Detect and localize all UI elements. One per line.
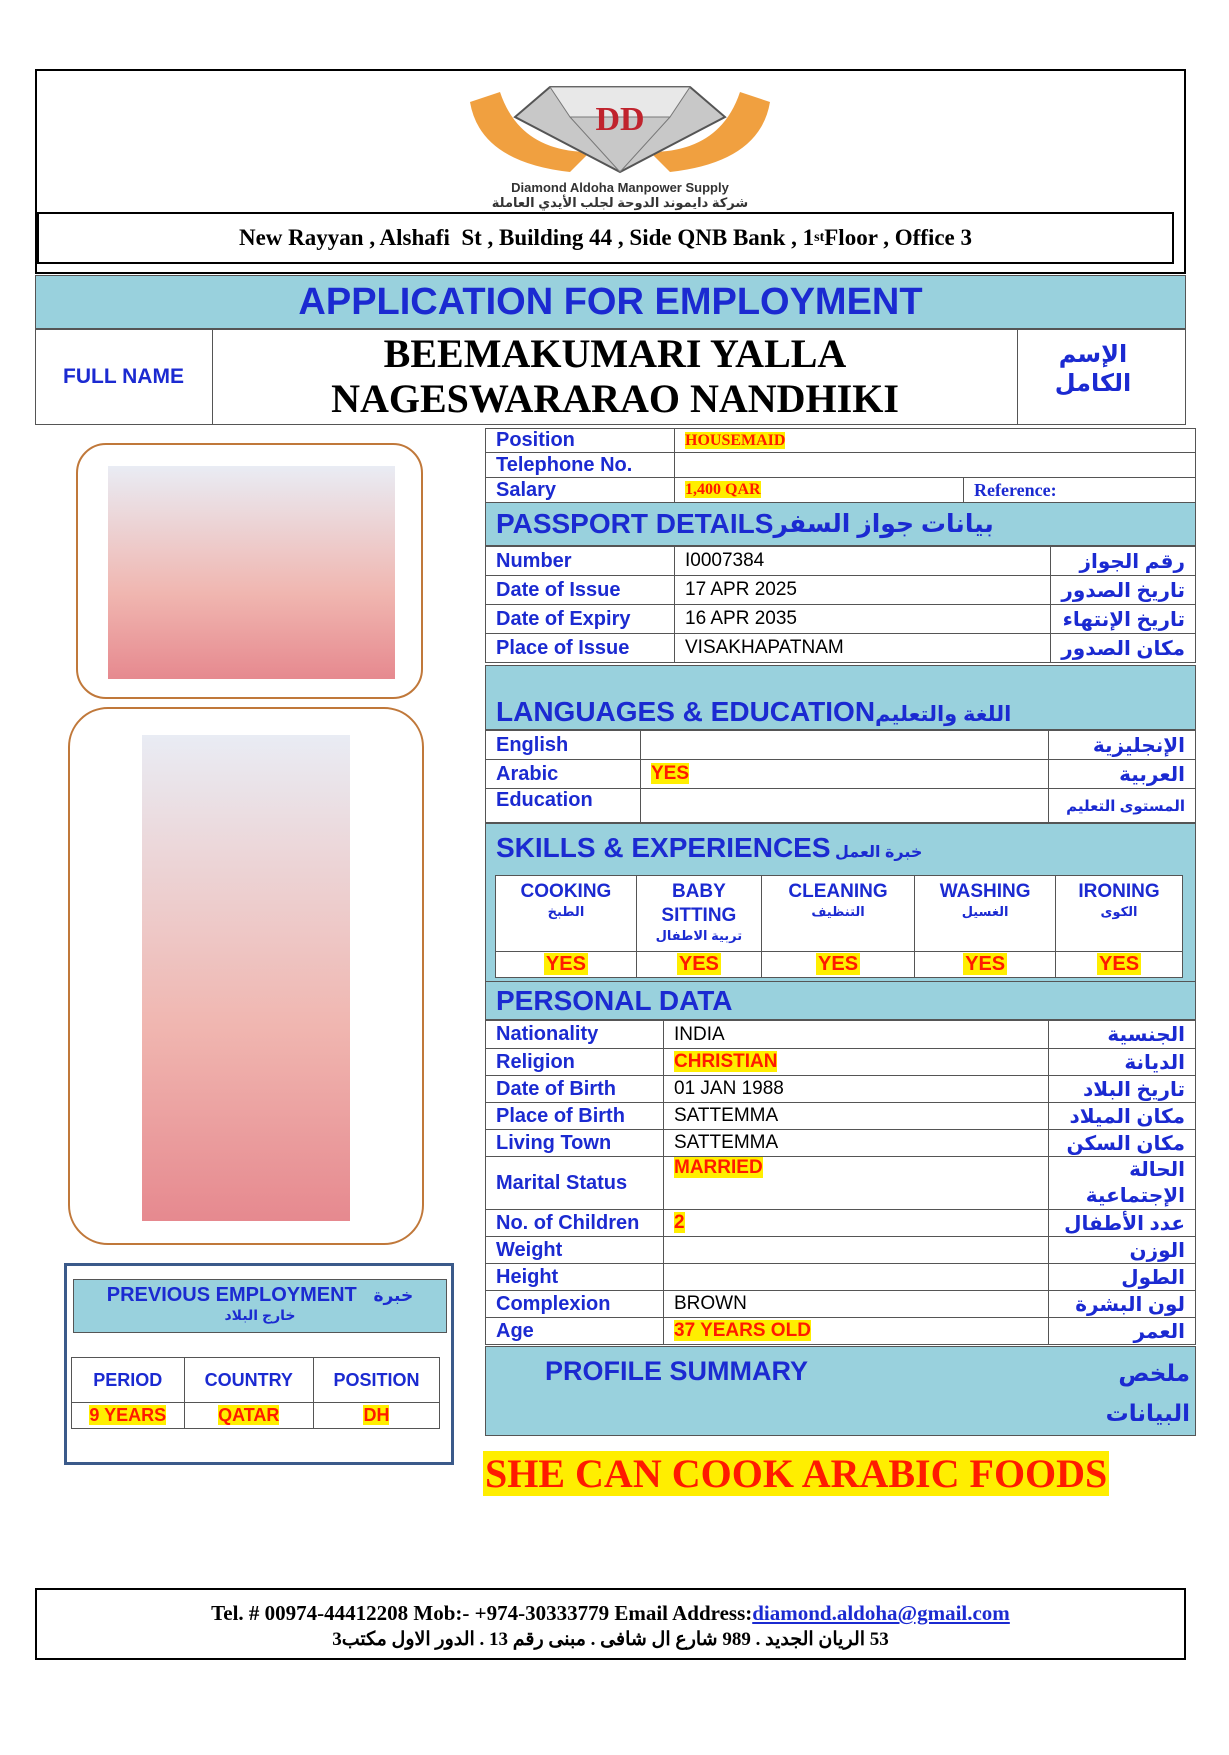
skill-baby-sitting: BABY SITTING تربية الاطفال	[636, 876, 761, 952]
address-text-2: Floor , Office 3	[824, 225, 972, 250]
pob-ar: مكان الميلاد	[1049, 1103, 1196, 1130]
footer-address-ar: 53 الريان الجديد . 989 شارع ال شافى . مبنى رقم 13 . الدور الاول مكتب3	[332, 1629, 889, 1650]
footer-box	[35, 1588, 1186, 1660]
height-ar: الطول	[1049, 1264, 1196, 1291]
full-name-label-ar: الإسم الكامل	[1054, 341, 1132, 397]
telephone-value	[675, 453, 1196, 478]
weight-label: Weight	[486, 1237, 664, 1264]
personal-heading-en: PERSONAL DATA	[496, 984, 733, 1016]
complexion-ar: لون البشرة	[1049, 1291, 1196, 1318]
profile-summary-ar2: البيانات	[1105, 1400, 1190, 1426]
passport-number-label: Number	[486, 547, 675, 576]
english-label: English	[486, 731, 641, 760]
passport-place-value: VISAKHAPATNAM	[675, 634, 1051, 663]
title-band	[35, 275, 1186, 329]
passport-place-label: Place of Issue	[486, 634, 675, 663]
dob-ar: تاريخ البلاد	[1049, 1076, 1196, 1103]
skills-heading	[496, 832, 922, 864]
salary-value: 1,400 QAR	[685, 481, 761, 498]
height-value	[664, 1264, 1049, 1291]
full-body-photo	[142, 735, 350, 1221]
skill-cleaning: CLEANING التنظيف	[761, 876, 914, 952]
languages-heading-ar: اللغة والتعليم	[875, 703, 1012, 726]
arabic-ar: العربية	[1049, 760, 1196, 789]
passport-heading-ar: بيانات جواز السفر	[773, 510, 994, 538]
baby-sitting-value: YES	[678, 953, 719, 975]
footer-email-link[interactable]: diamond.aldoha@gmail.com	[752, 1601, 1010, 1625]
passport-issue-label: Date of Issue	[486, 576, 675, 605]
weight-ar: الوزن	[1049, 1237, 1196, 1264]
arabic-label: Arabic	[486, 760, 641, 789]
portrait-photo	[108, 466, 395, 679]
religion-value: CHRISTIAN	[674, 1051, 778, 1072]
nationality-ar: الجنسية	[1049, 1021, 1196, 1049]
position-label: Position	[486, 429, 675, 453]
cooking-value: YES	[545, 953, 586, 975]
prev-position-value: DH	[363, 1405, 390, 1425]
skill-cooking: COOKING الطبخ	[496, 876, 637, 952]
profile-summary-ar1: ملخص	[1118, 1360, 1190, 1386]
company-name-en: Diamond Aldoha Manpower Supply	[511, 180, 729, 195]
education-ar: المستوى التعليم	[1049, 789, 1196, 823]
prev-period-value: 9 YEARS	[89, 1405, 167, 1425]
english-ar: الإنجليزية	[1049, 731, 1196, 760]
full-name-line2: NAGESWARARAO NANDHIKI	[331, 376, 899, 421]
photo-frame-2	[68, 707, 424, 1245]
children-label: No. of Children	[486, 1210, 664, 1237]
passport-expiry-label: Date of Expiry	[486, 605, 675, 634]
religion-label: Religion	[486, 1049, 664, 1076]
passport-issue-value: 17 APR 2025	[675, 576, 1051, 605]
weight-value	[664, 1237, 1049, 1264]
telephone-label: Telephone No.	[486, 453, 675, 478]
age-label: Age	[486, 1318, 664, 1345]
age-ar: العمر	[1049, 1318, 1196, 1345]
living-town-value: SATTEMMA	[664, 1130, 1049, 1157]
address-box	[37, 212, 1174, 264]
marital-value: MARRIED	[674, 1157, 763, 1178]
reference-label: Reference:	[964, 478, 1196, 503]
previous-heading-en: PREVIOUS EMPLOYMENT	[106, 1284, 357, 1306]
dob-value: 01 JAN 1988	[664, 1076, 1049, 1103]
languages-heading-en: LANGUAGES & EDUCATION	[496, 696, 876, 727]
profile-summary-heading: PROFILE SUMMARY	[545, 1356, 808, 1386]
address-sup: st	[814, 230, 825, 245]
summary-note	[483, 1450, 1109, 1497]
skill-ironing: IRONING الكوى	[1056, 876, 1183, 952]
age-value: 37 YEARS OLD	[674, 1320, 811, 1341]
address-text-1: New Rayyan , Alshafi St , Building 44 , Side QNB Bank , 1	[238, 225, 815, 250]
previous-heading-ar1: خبرة	[373, 1286, 414, 1305]
position-value: HOUSEMAID	[685, 431, 786, 449]
washing-value: YES	[965, 953, 1006, 975]
living-town-label: Living Town	[486, 1130, 664, 1157]
passport-place-ar: مكان الصدور	[1051, 634, 1196, 663]
prev-col-position: POSITION	[313, 1358, 439, 1403]
marital-label: Marital Status	[486, 1157, 664, 1210]
ironing-value: YES	[1099, 953, 1140, 975]
job-info-table	[485, 428, 1196, 503]
passport-table	[485, 546, 1196, 663]
languages-table	[485, 730, 1196, 823]
full-name-value	[213, 329, 1018, 425]
page-title: APPLICATION FOR EMPLOYMENT	[298, 280, 923, 323]
languages-heading-band	[485, 665, 1196, 730]
marital-ar: الحالة الإجتماعية	[1049, 1157, 1196, 1210]
skill-washing: WASHING الغسيل	[915, 876, 1056, 952]
logo-letters: DD	[595, 101, 645, 138]
prev-col-period: PERIOD	[72, 1358, 185, 1403]
previous-heading-ar2: خارج البلاد	[224, 1307, 296, 1323]
complexion-value: BROWN	[664, 1291, 1049, 1318]
passport-heading-band	[485, 502, 1196, 546]
education-value	[641, 789, 1049, 823]
passport-expiry-value: 16 APR 2035	[675, 605, 1051, 634]
education-label: Education	[486, 789, 641, 823]
company-name-ar: شركة دايموند الدوحة لجلب الأيدي العاملة	[491, 195, 749, 210]
prev-country-value: QATAR	[218, 1405, 280, 1425]
children-value: 2	[674, 1212, 685, 1233]
religion-ar: الديانة	[1049, 1049, 1196, 1076]
passport-heading-en: PASSPORT DETAILS	[496, 508, 774, 539]
nationality-label: Nationality	[486, 1021, 664, 1049]
living-town-ar: مكان السكن	[1049, 1130, 1196, 1157]
skills-table	[495, 875, 1183, 978]
passport-number-ar: رقم الجواز	[1051, 547, 1196, 576]
footer-contact-text: Tel. # 00974-44412208 Mob:- +974-30333779 Email Address:	[211, 1601, 753, 1625]
full-name-label: FULL NAME	[35, 329, 213, 425]
prev-col-country: COUNTRY	[184, 1358, 313, 1403]
footer-contact	[37, 1601, 1184, 1626]
dob-label: Date of Birth	[486, 1076, 664, 1103]
personal-table	[485, 1020, 1196, 1345]
photo-frame-1	[76, 443, 423, 699]
personal-heading-band	[485, 981, 1196, 1020]
passport-issue-ar: تاريخ الصدور	[1051, 576, 1196, 605]
salary-label: Salary	[486, 478, 675, 503]
pob-label: Place of Birth	[486, 1103, 664, 1130]
cleaning-value: YES	[818, 953, 859, 975]
skills-heading-ar: خبرة العمل	[834, 844, 923, 861]
full-name-line1: BEEMAKUMARI YALLA	[383, 331, 847, 376]
complexion-label: Complexion	[486, 1291, 664, 1318]
english-value	[641, 731, 1049, 760]
nationality-value: INDIA	[664, 1021, 1049, 1049]
company-logo	[440, 72, 800, 212]
arabic-value: YES	[651, 763, 690, 784]
height-label: Height	[486, 1264, 664, 1291]
children-ar: عدد الأطفال	[1049, 1210, 1196, 1237]
skills-heading-en: SKILLS & EXPERIENCES	[496, 832, 831, 863]
pob-value: SATTEMMA	[664, 1103, 1049, 1130]
passport-number-value: I0007384	[675, 547, 1051, 576]
passport-expiry-ar: تاريخ الإنتهاء	[1051, 605, 1196, 634]
previous-employment-table	[71, 1357, 440, 1429]
previous-employment-heading	[73, 1279, 447, 1333]
summary-note-text: SHE CAN COOK ARABIC FOODS	[485, 1451, 1108, 1496]
